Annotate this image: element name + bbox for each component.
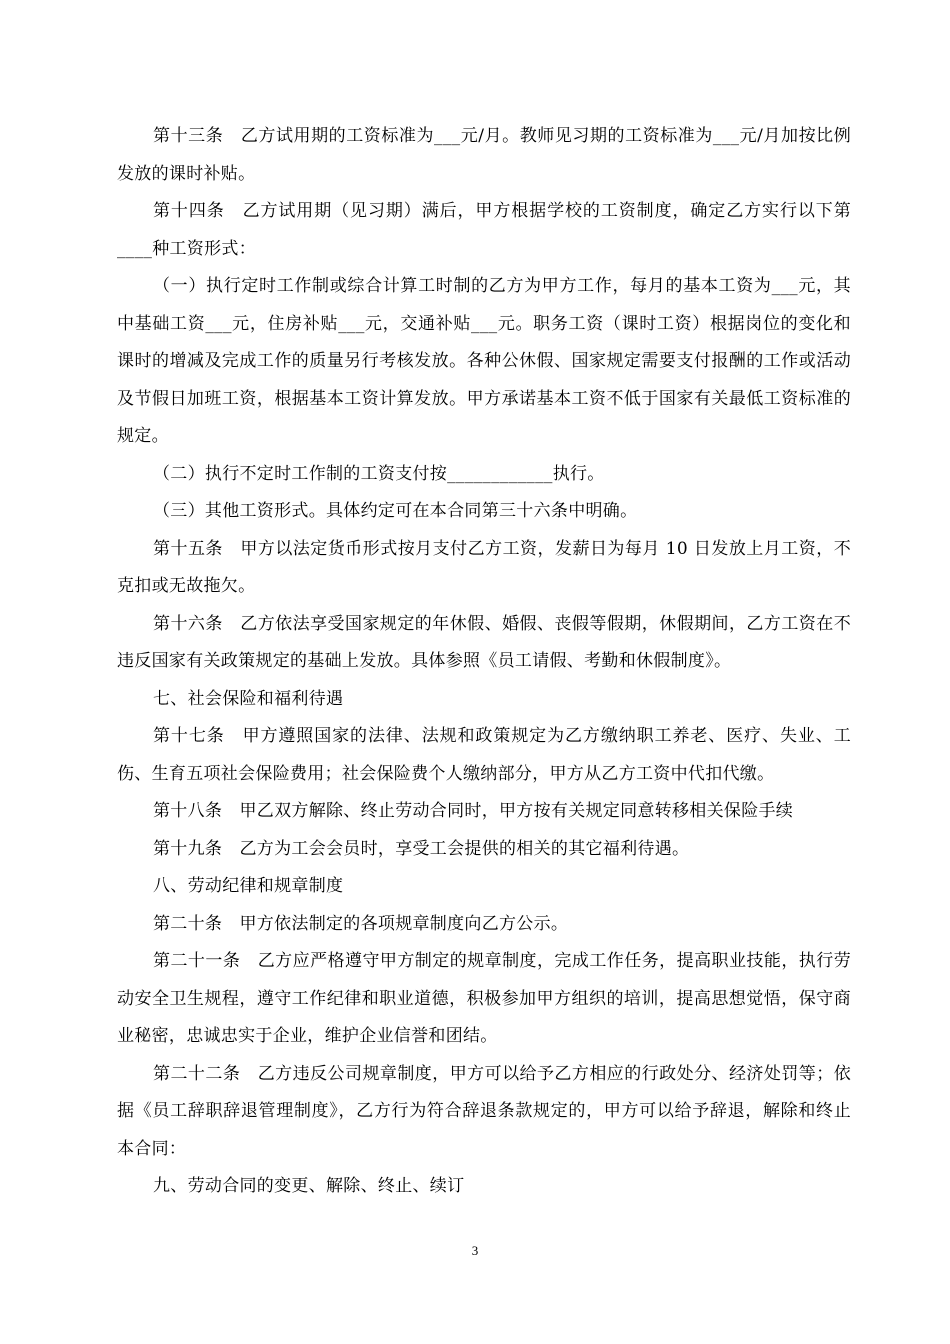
article-19: 第十九条 乙方为工会会员时，享受工会提供的相关的其它福利待遇。 (153, 838, 690, 859)
section-heading-7: 七、社会保险和福利待遇 (153, 688, 344, 709)
article-20: 第二十条 甲方依法制定的各项规章制度向乙方公示。 (153, 913, 569, 934)
wage-form-1: （一）执行定时工作制或综合计算工时制的乙方为甲方工作，每月的基本工资为___元，其中基础工资___元，住房补贴___元，交通补贴___元。职务工资（课时工资）根据岗位的变化和课时的增减及完成工作的质量另行考核发放。各种公休假、国家规定需要支付报酬的工作或活动及节假日加班工资，根据基本工资计算发放。甲方承诺基本工资不低于国家有关最低工资标准的规定。 (117, 276, 851, 446)
page-number: 3 (471, 1243, 479, 1258)
section-heading-8: 八、劳动纪律和规章制度 (153, 876, 344, 896)
article-17: 第十七条 甲方遵照国家的法律、法规和政策规定为乙方缴纳职工养老、医疗、失业、工伤、生育五项社会保险费用；社会保险费个人缴纳部分，甲方从乙方工资中代扣代缴。 (117, 726, 851, 784)
article-15: 第十五条 甲方以法定货币形式按月支付乙方工资，发薪日为每月 10 日发放上月工资，不克扣或无故拖欠。 (117, 538, 851, 596)
article-21: 第二十一条 乙方应严格遵守甲方制定的规章制度，完成工作任务，提高职业技能，执行劳动安全卫生规程，遵守工作纪律和职业道德，积极参加甲方组织的培训，提高思想觉悟，保守商业秘密，忠诚忠实于企业，维护企业信誉和团结。 (117, 951, 851, 1046)
article-18: 第十八条 甲乙双方解除、终止劳动合同时，甲方按有关规定同意转移相关保险手续 (153, 801, 794, 821)
wage-form-2: （二）执行不定时工作制的工资支付按____________执行。 (153, 463, 605, 484)
article-14: 第十四条 乙方试用期（见习期）满后，甲方根据学校的工资制度，确定乙方实行以下第____种工资形式： (117, 201, 851, 259)
wage-form-3: （三）其他工资形式。具体约定可在本合同第三十六条中明确。 (153, 501, 638, 521)
article-13: 第十三条 乙方试用期的工资标准为___元/月。教师见习期的工资标准为___元/月加按比例发放的课时补贴。 (117, 126, 851, 184)
document-body (117, 118, 851, 1206)
section-heading-9: 九、劳动合同的变更、解除、终止、续订 (153, 1176, 465, 1196)
article-16: 第十六条 乙方依法享受国家规定的年休假、婚假、丧假等假期，休假期间，乙方工资在不违反国家有关政策规定的基础上发放。具体参照《员工请假、考勤和休假制度》。 (117, 613, 851, 671)
article-22: 第二十二条 乙方违反公司规章制度，甲方可以给予乙方相应的行政处分、经济处罚等；依据《员工辞职辞退管理制度》，乙方行为符合辞退条款规定的，甲方可以给予辞退，解除和终止本合同： (117, 1063, 851, 1159)
